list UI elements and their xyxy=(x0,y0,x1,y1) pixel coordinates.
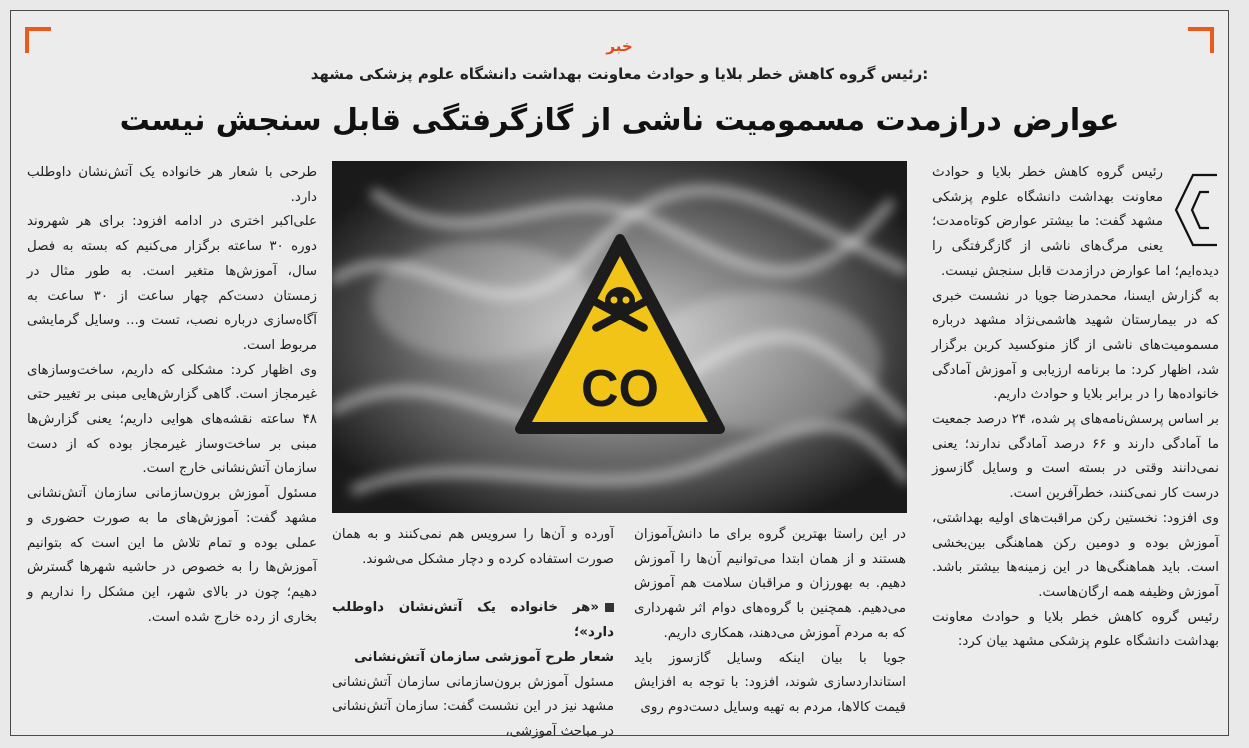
paragraph: طرحی با شعار هر خانواده یک آتش‌نشان داوطلب دارد. xyxy=(27,165,317,205)
sign-text: CO xyxy=(581,360,659,418)
column-right xyxy=(932,161,1219,733)
co-warning-image xyxy=(332,161,907,513)
newspaper-page xyxy=(10,10,1229,739)
paragraph: جویا با بیان اینکه وسایل گازسوز باید استانداردسازی شوند، افزود: با توجه به افزایش قیمت کالاها، مردم به تهیه وسایل دست‌دوم روی xyxy=(634,650,906,715)
column-middle-left xyxy=(332,523,614,739)
column-left xyxy=(27,161,317,733)
square-bullet-icon xyxy=(605,603,614,612)
paragraph: رئیس گروه کاهش خطر بلایا و حوادث معاونت بهداشت دانشگاه علوم پزشکی مشهد گفت: ما بیشتر عوارض کوتاه‌مدت؛ یعنی مرگ‌های ناشی از گازگرفتگی را دیده‌ایم؛ اما عوارض درازمدت قابل سنجش نیست. xyxy=(932,165,1219,279)
subheading: شعار طرح آموزشی سازمان آتش‌نشانی xyxy=(354,649,614,665)
subheading: «هر خانواده یک آتش‌نشان داوطلب دارد»؛ xyxy=(332,600,614,641)
paragraph: به گزارش ایسنا، محمدرضا جویا در نشست خبری که در بیمارستان شهید هاشمی‌نژاد مشهد درباره مسمومیت‌های ناشی از گاز منوکسید کربن برگزار شد، اظهار کرد: ما برنامه ارزیابی و آموزش آمادگی خانواده‌ها را در برابر بلایا و حوادث داریم. xyxy=(932,288,1219,403)
supertitle: رئیس گروه کاهش خطر بلایا و حوادث معاونت بهداشت دانشگاه علوم پزشکی مشهد: xyxy=(310,65,929,83)
article-photo xyxy=(332,161,907,513)
paragraph: آورده و آن‌ها را سرویس هم نمی‌کنند و به همان صورت استفاده کرده و دچار مشکل می‌شوند. xyxy=(332,527,614,567)
paragraph: در این راستا بهترین گروه برای ما دانش‌آموزان هستند و از همان ابتدا می‌توانیم آن‌ها را آموزش دهیم. به بهورزان و مراقبان سلامت هم آموزش می‌دهیم. همچنین با گروه‌های دوام اثر شهرداری که به مردم آموزش می‌دهند، همکاری داریم. xyxy=(634,527,906,641)
paragraph: رئیس گروه کاهش خطر بلایا و حوادث معاونت بهداشت دانشگاه علوم پزشکی مشهد بیان کرد: xyxy=(932,609,1219,650)
paragraph: مسئول آموزش برون‌سازمانی سازمان آتش‌نشانی مشهد نیز در این نشست گفت: سازمان آتش‌نشانی در مباحث آموزشی، xyxy=(332,674,614,739)
paragraph: وی افزود: نخستین رکن مراقبت‌های اولیه بهداشتی، آموزش بوده و دومین رکن هماهنگی بین‌بخشی است. باید هماهنگی‌ها در این زمینه‌ها بیشتر باشد. آموزش وظیفه همه ارگان‌هاست. xyxy=(932,510,1219,600)
paragraph: بر اساس پرسش‌نامه‌های پر شده، ۲۴ درصد جمعیت ما آمادگی دارند و ۶۶ درصد آمادگی ندارند؛ یعنی نمی‌دانند وقتی در بسته است و وسایل گازسوز درست کار نمی‌کنند، خطرآفرین است. xyxy=(932,412,1220,502)
column-middle-right xyxy=(634,523,906,733)
chevron-quote-icon xyxy=(1173,173,1219,247)
headline: عوارض درازمدت مسمومیت ناشی از گازگرفتگی قابل سنجش نیست xyxy=(119,103,1120,138)
paragraph: مسئول آموزش برون‌سازمانی سازمان آتش‌نشانی مشهد گفت: آموزش‌های ما به صورت حضوری و عملی بوده و تمام تلاش ما این است که بتوانیم آموزش‌ها را به خصوص در حاشیه شهرها گسترش دهیم؛ چون در بالای شهر، این مشکل را نداریم و بخاری از رده خارج شده است. xyxy=(27,486,317,625)
section-kicker: خبر xyxy=(606,37,633,55)
paragraph: علی‌اکبر اختری در ادامه افزود: برای هر شهروند دوره ۳۰ ساعته برگزار می‌کنیم که بسته به فصل سال، آموزش‌ها متغیر است. به طور مثال در زمستان دست‌کم چهار ساعت از ۳۰ ساعت به آگاه‌سازی درباره نصب، تست و... وسایل گرمایشی مربوط است. xyxy=(27,214,318,353)
paragraph: وی اظهار کرد: مشکلی که داریم، ساخت‌وسازهای غیرمجاز است. گاهی گزارش‌هایی مبنی بر تغییر حتی ۴۸ ساعته نقشه‌های هوایی داریم؛ یعنی گزارش‌ها مبنی بر ساخت‌وساز غیرمجاز بوده که از دست سازمان آتش‌نشانی خارج است. xyxy=(27,362,317,477)
